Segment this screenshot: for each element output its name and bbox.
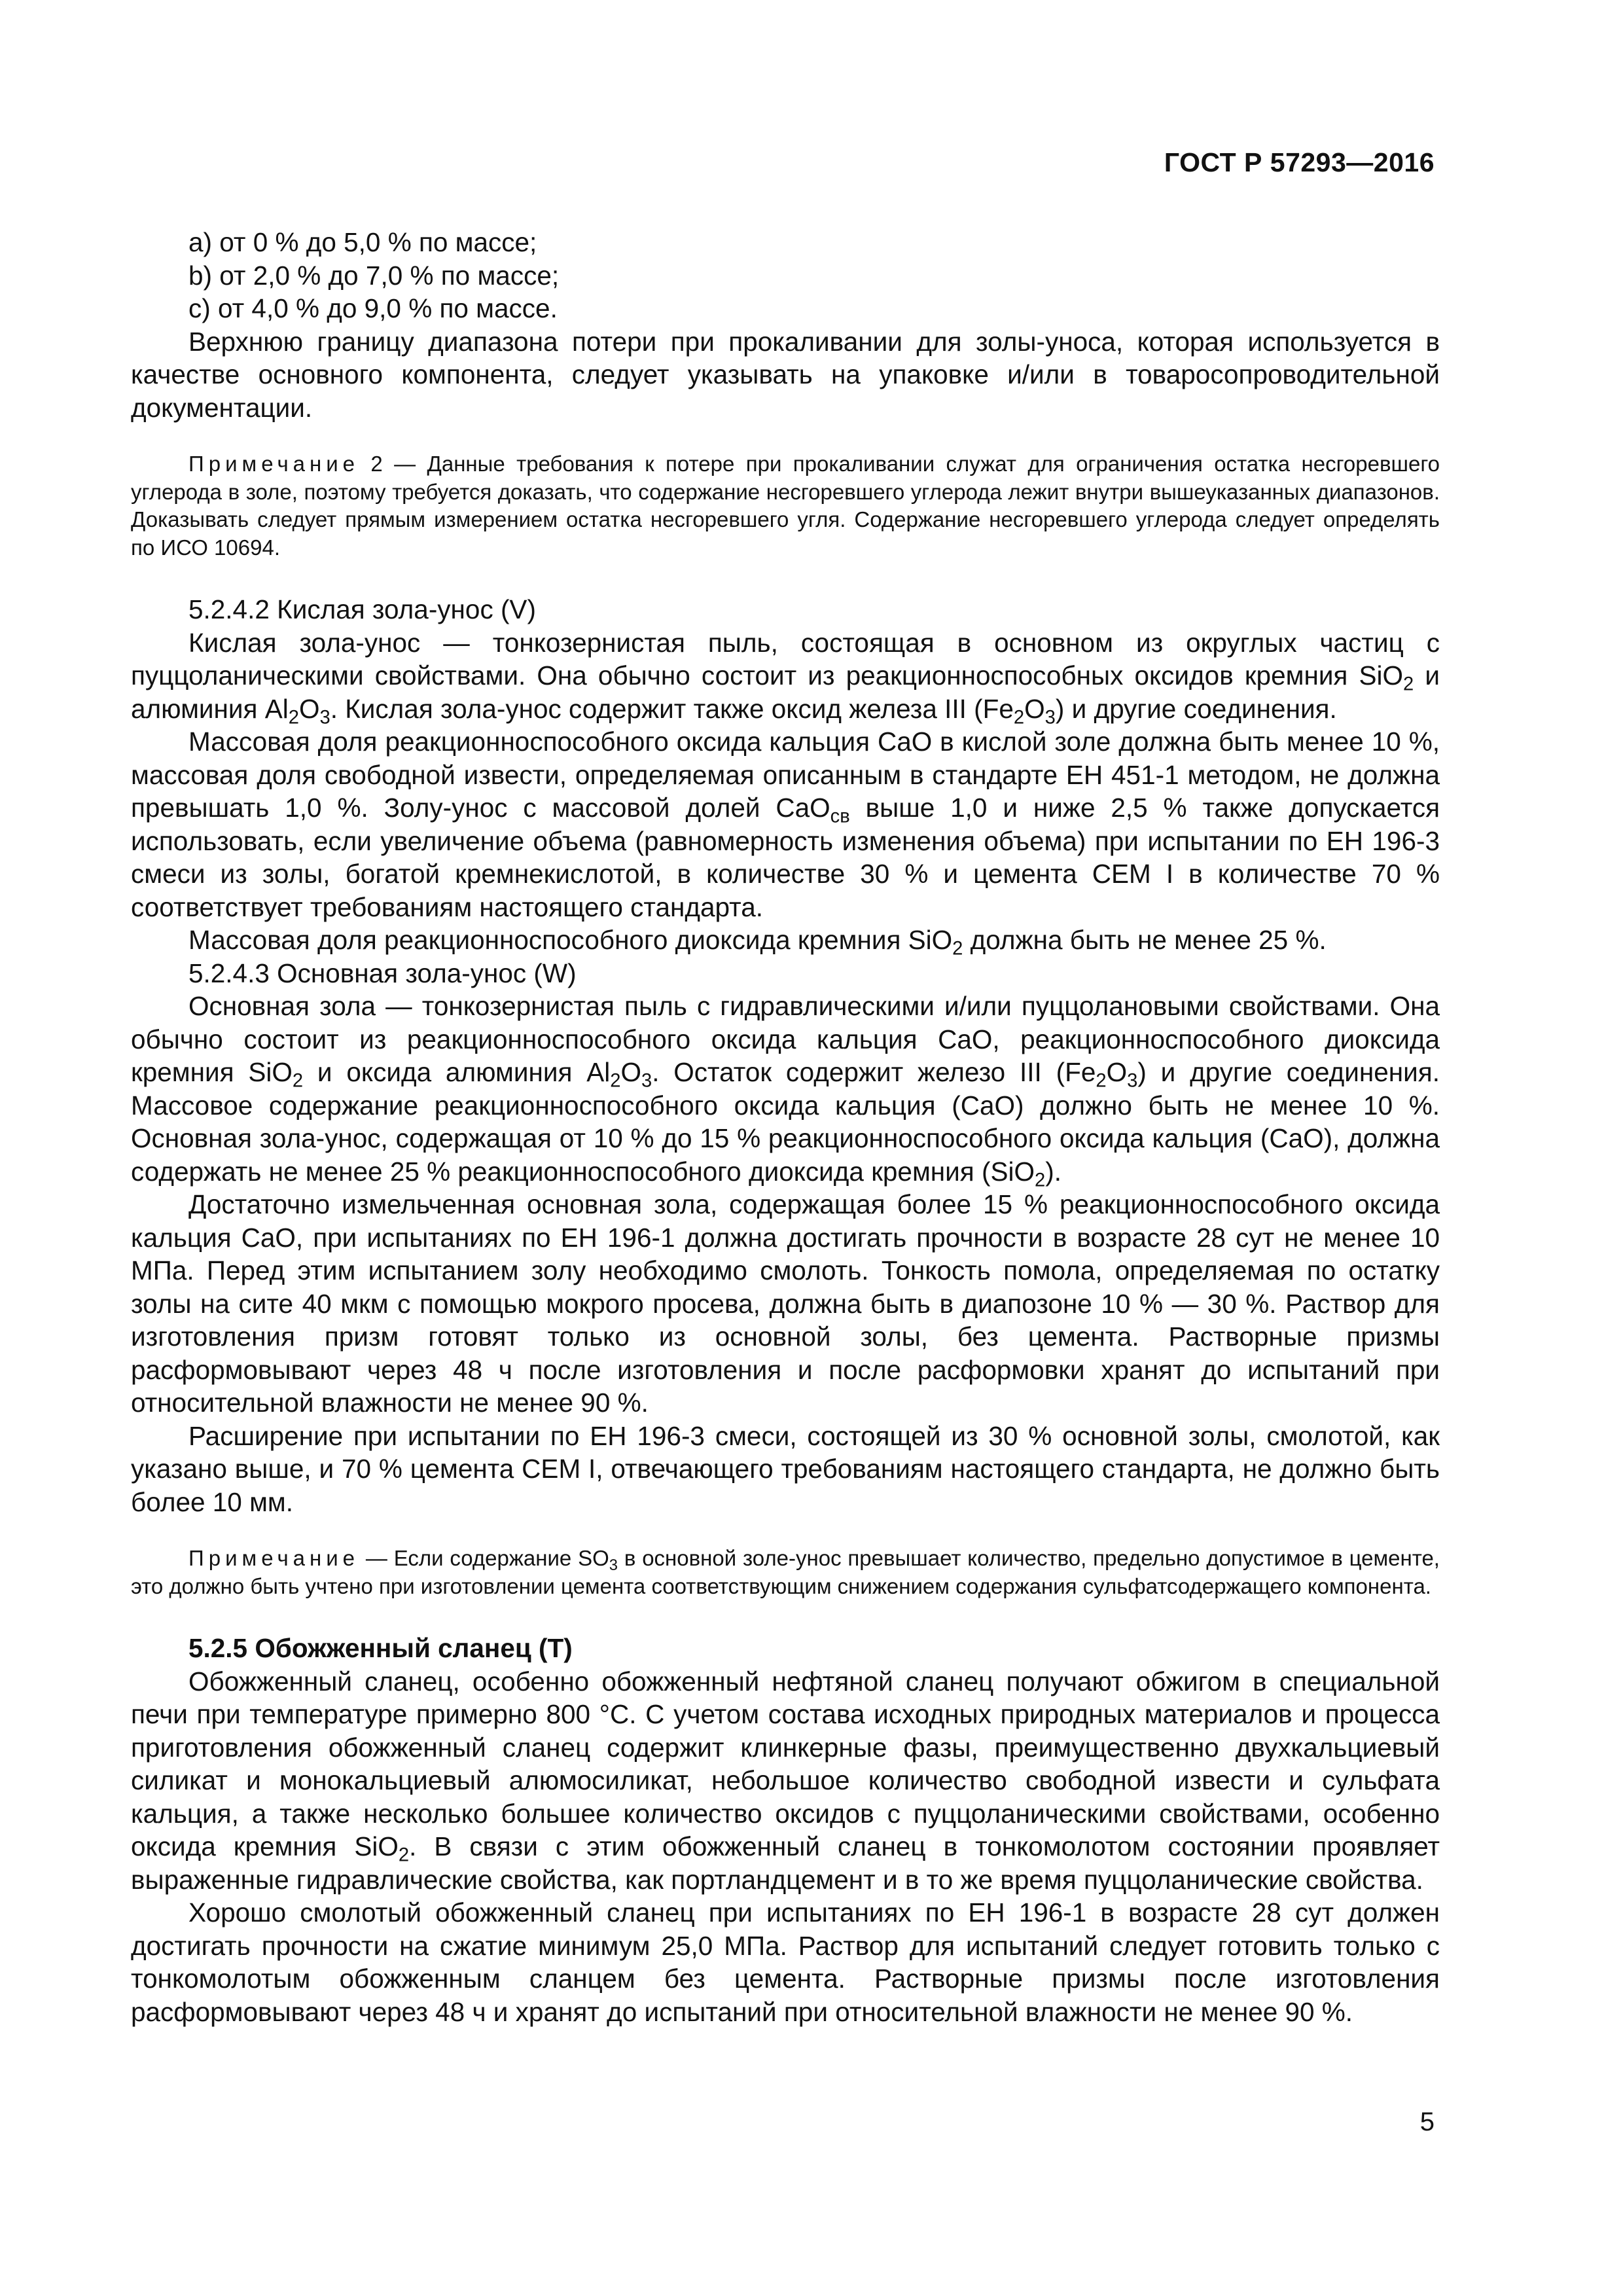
list-item: b) от 2,0 % до 7,0 % по массе; (188, 260, 560, 291)
paragraph-upper-limit: Верхнюю границу диапазона потери при прокаливании для золы-уноса, которая используется в качестве основного компонента, следует указывать на упаковке и/или в товаросопроводительной документации. (131, 326, 1440, 423)
paragraph: Расширение при испытании по ЕН 196-3 смеси, состоящей из 30 % основной золы, смолотой, как указано выше, и 70 % цемента CEM I, отвечающего требованиям настоящего стандарта, не должно быть более 10 мм. (131, 1420, 1440, 1517)
paragraph: Обожженный сланец, особенно обожженный нефтяной сланец получают обжигом в специальной печи при температуре примерно 800 °C. С учетом состава исходных природных материалов и процесса приготовления обожженный сланец содержит клинкерные фазы, преимущественно двухкальциевый силикат и монокальциевый алюмосиликат, небольшое количество свободной извести и сульфата кальция, а также несколько большее количество оксидов с пуццоланическими свойствами, особенно оксида кремния SiO$_2$. В связи с этим обожженный сланец в тонкомолотом состоянии проявляет выраженные гидравлические свойства, как портландцемент и в то же время пуццоланические свойства. (131, 1666, 1440, 1895)
note-label: Примечание (188, 452, 360, 476)
page-content (131, 226, 1440, 2028)
paragraph: Достаточно измельченная основная зола, содержащая более 15 % реакционноспособного оксида кальция CaO, при испытаниях по ЕН 196-1 должна достигать прочности в возрасте 28 сут не менее 10 МПа. Перед этим испытанием золу необходимо смолоть. Тонкость помола, определяемая по остатку золы на сите 40 мкм с помощью мокрого просева, должна быть в диапозоне 10 % — 30 %. Раствор для изготовления призм готовят только из основной золы, без цемента. Растворные призмы расформовывают через 48 ч после изготовления и после расформовки хранят до испытаний при относительной влажности не менее 90 %. (131, 1189, 1440, 1418)
paragraph: Хорошо смолотый обожженный сланец при испытаниях по ЕН 196-1 в возрасте 28 сут должен достигать прочности на сжатие минимум 25,0 МПа. Раствор для испытаний следует готовить только с тонкомолотым обожженным сланцем без цемента. Растворные призмы после изготовления расформовывают через 48 ч и хранят до испытаний при относительной влажности не менее 90 %. (131, 1897, 1440, 2027)
section-title-5242: 5.2.4.2 Кислая зола-унос (V) (188, 594, 536, 624)
document-code-header: ГОСТ Р 57293—2016 (1164, 147, 1435, 177)
paragraph: Массовая доля реакционноспособного диоксида кремния SiO$_2$ должна быть не менее 25 %. (188, 925, 1327, 960)
note-label: Примечание (188, 1546, 360, 1570)
note-2 (131, 450, 1440, 562)
note-text: 2 — Данные требования к потере при прокаливании служат для ограничения остатка несгоревшего углерода в золе, поэтому требуется доказать, что содержание несгоревшего углерода лежит внутри вышеуказанных диапазонов. Доказывать следует прямым измерением остатка несгоревшего угля. Содержание несгоревшего углерода следует определять по ИСО 10694. (131, 452, 1440, 560)
paragraph: Кислая зола-унос — тонкозернистая пыль, состоящая в основном из округлых частиц с пуццоланическими свойствами. Она обычно состоит из реакционноспособных оксидов кремния SiO$_2$ и алюминия $Al_2O_3$. Кислая зола-унос содержит также оксид железа III $(Fe_2O_3)$ и другие соединения. (131, 627, 1440, 728)
section-title-5243: 5.2.4.3 Основная зола-унос (W) (188, 958, 577, 988)
page-number: 5 (1419, 2108, 1435, 2136)
paragraph: Основная зола — тонкозернистая пыль с гидравлическими и/или пуццолановыми свойствами. Она обычно состоит из реакционноспособного оксида кальция CaO, реакционноспособного диоксида кремния SiO$_2$ и оксида алюминия $Al_2O_3$. Остаток содержит железо III $(Fe_2O_3)$ и другие соединения. Массовое содержание реакционноспособного оксида кальция (CaO) должно быть не менее 10 %. Основная зола-унос, содержащая от 10 % до 15 % реакционноспособного оксида кальция (CaO), должна содержать не менее 25 % реакционноспособного диоксида кремния (SiO$_2$). (131, 991, 1440, 1191)
section-title-525: 5.2.5 Обожженный сланец (T) (188, 1633, 573, 1663)
list-item: a) от 0 % до 5,0 % по массе; (188, 227, 537, 257)
list-item: c) от 4,0 % до 9,0 % по массе. (188, 293, 558, 323)
paragraph: Массовая доля реакционноспособного оксида кальция CaO в кислой золе должна быть менее 10 %, массовая доля свободной извести, определяемая описанным в стандарте ЕН 451-1 методом, не должна превышать 1,0 %. Золу-унос с массовой долей CaO$_{св}$ выше 1,0 и ниже 2,5 % также допускается использовать, если увеличение объема (равномерность изменения объема) при испытании по ЕН 196-3 смеси из золы, богатой кремнекислотой, в количестве 30 % и цемента CEM I в количестве 70 % соответствует требованиям настоящего стандарта. (131, 726, 1440, 922)
note-3: Примечание — Если содержание $SO_3$ в основной золе-унос превышает количество, предельно допустимое в цементе, это должно быть учтено при изготовлении цемента соответствующим снижением содержания сульфатсодержащего компонента. (131, 1546, 1440, 1598)
